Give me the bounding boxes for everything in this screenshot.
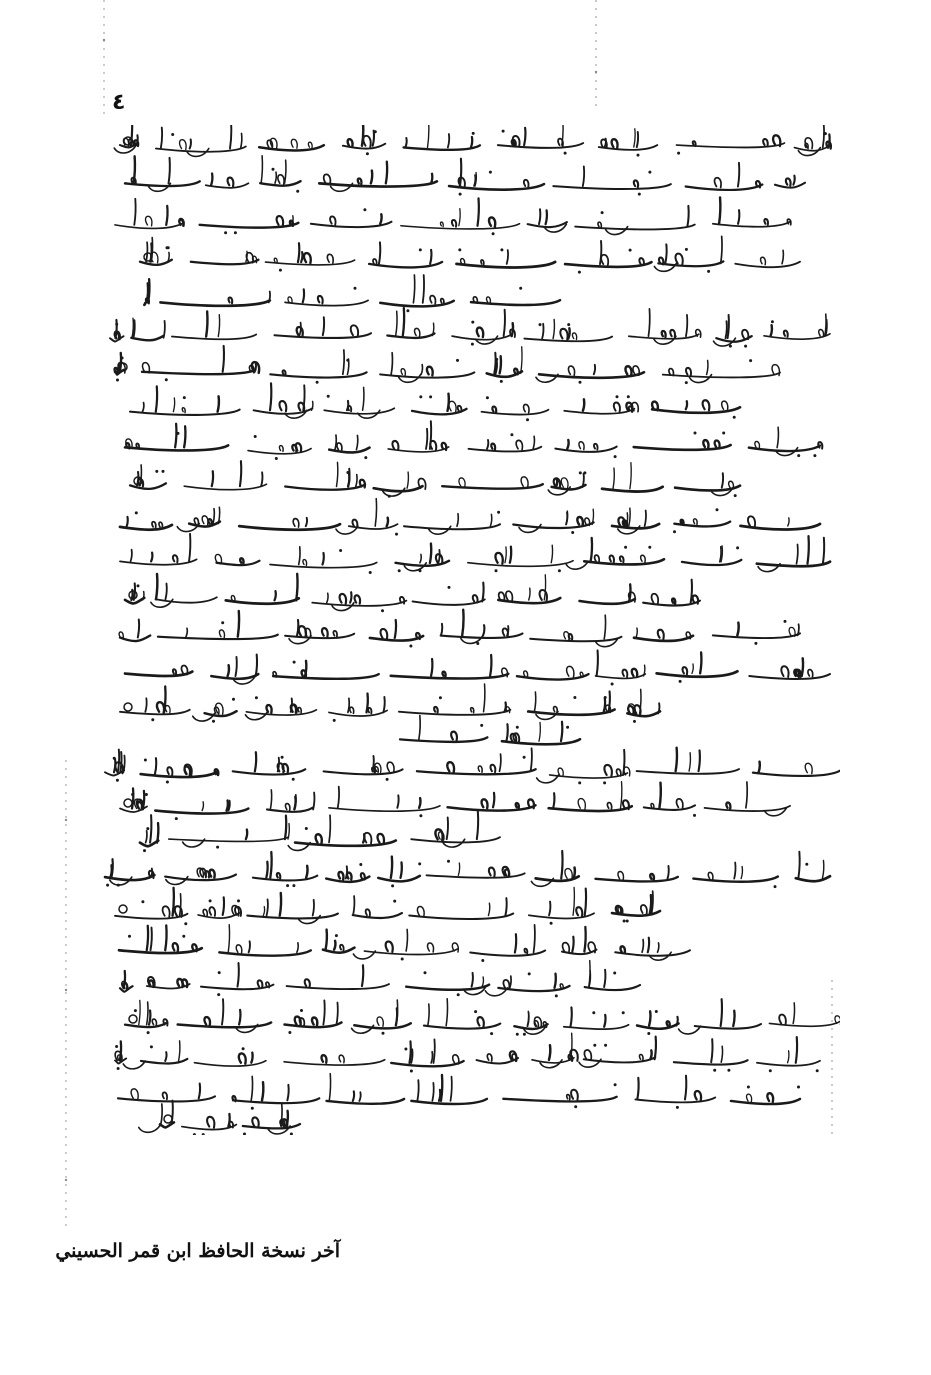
manuscript-line — [125, 574, 700, 612]
manuscript-line — [115, 346, 780, 384]
manuscript-line — [120, 499, 820, 536]
manuscript-line — [125, 999, 840, 1036]
manuscript-line — [125, 156, 805, 196]
handwritten-manuscript-image — [100, 125, 840, 1135]
manuscript-line — [125, 650, 830, 685]
manuscript-line — [119, 610, 800, 648]
manuscript-line — [140, 811, 500, 852]
manuscript-line — [115, 197, 791, 235]
manuscript-line — [120, 961, 640, 998]
manuscript-line — [110, 308, 830, 348]
manuscript-line — [130, 383, 740, 421]
manuscript-line — [118, 1074, 800, 1110]
page-number: ٤ — [112, 90, 126, 115]
manuscript-line — [120, 534, 830, 574]
manuscript-line — [144, 275, 560, 312]
manuscript-line — [114, 125, 831, 157]
manuscript-line — [400, 716, 580, 745]
manuscript-line — [119, 925, 690, 962]
manuscript-line — [139, 1101, 300, 1135]
manuscript-line — [115, 887, 660, 925]
manuscript-line — [120, 684, 660, 723]
manuscript-line — [115, 1033, 820, 1072]
footer-caption: آخر نسخة الحافظ ابن قمر الحسيني — [55, 1240, 340, 1262]
manuscript-line — [125, 421, 822, 460]
manuscript-line — [120, 782, 790, 820]
manuscript-line — [105, 748, 840, 785]
manuscript-line — [105, 851, 830, 888]
manuscript-line — [130, 461, 740, 498]
manuscript-line — [140, 236, 800, 273]
